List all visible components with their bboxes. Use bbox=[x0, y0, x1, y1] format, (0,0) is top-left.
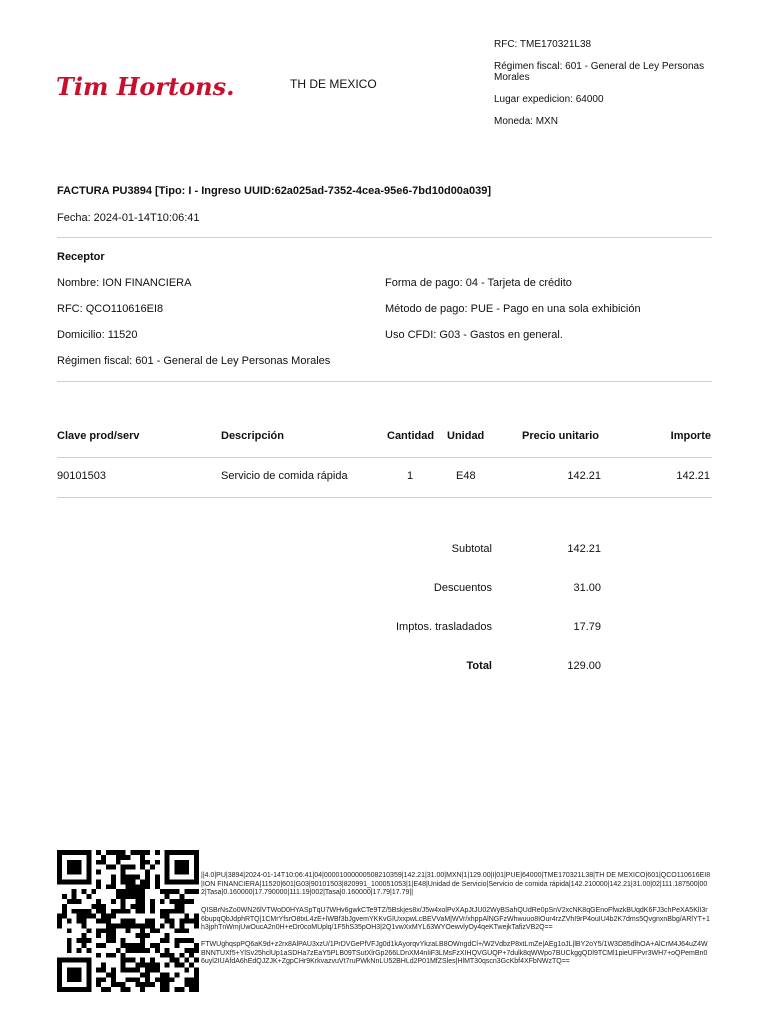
impuestos-value: 17.79 bbox=[573, 621, 601, 633]
issuer-rfc: RFC: TME170321L38 bbox=[494, 39, 592, 50]
cadena-original: ||4.0|PU|3894|2024-01-14T10:06:41|04|00001000000508210359|142.21|31.00|MXN|1|129.00|I|01|PUE|64000|TME170321L38|TH DE MEXICO|601|QCO110616EI8|ION FINANCIERA|11520|601|G03|90101503|820991_100051053|1|E48|Unidad de Servicio|Servicio de comida rápida|142.210000|142.21|31.00|02|111.187500|002|Tasa|0.160000|17.790000|111.19|002|Tasa|0.160000|17.79|17.79|| bbox=[201, 872, 711, 897]
total-label: Total bbox=[466, 660, 492, 672]
receptor-domicilio: Domicilio: 11520 bbox=[57, 329, 138, 341]
metodo-pago: Método de pago: PUE - Pago en una sola exhibición bbox=[385, 303, 641, 315]
cell-unidad: E48 bbox=[456, 470, 476, 482]
qr-code bbox=[57, 848, 199, 994]
header-descripcion: Descripción bbox=[221, 430, 284, 442]
receptor-heading: Receptor bbox=[57, 251, 105, 263]
sello-sat: FTWUghqspPQ6aK9d+z2rx8AlPAU3xzU/1PrDVGePfVFJg0d1kAyorqvYkzaLB8OWngdCl+/W2VdbzP8xtLmZe|AEg1oJL|lBY2oY5/1W3D85dlhOA+AlCrM4J64uZ4WBNNTUXf5+YlSv25hclUp1aSDHa7zEaY5PLB09TSutXlrGp266LDnXM4nIiF3LMsFzXIHQVGUQP+7dulk8qWWpo7BUCkggQDl9TCMl1pieUFPvr3WH7+oQPemBn06uyl2IUAfdA6hEdQJZJK+ZgpCHr9KrkvazvuVt7ruPWkNnLU52BHLd2P01MfZSles|HlMT30qscn3GcKbf4XFbNWzTQ== bbox=[201, 941, 708, 966]
receptor-nombre: Nombre: ION FINANCIERA bbox=[57, 277, 192, 289]
impuestos-label: Imptos. trasladados bbox=[396, 621, 492, 633]
cell-importe: 142.21 bbox=[676, 470, 710, 482]
subtotal-label: Subtotal bbox=[451, 543, 492, 555]
divider bbox=[57, 237, 712, 238]
header-cantidad: Cantidad bbox=[387, 430, 435, 442]
sello-emisor: QISBrNsZo0WN26lVTWoD0HYASpTqU7WHv6gwkCTe9TZ/5Bskjes8x/J5w4xolPvXApJtJU02WyBSahQUdRe0pSnV2xcNK8qGEnoFfwzkBUqdK6FJ3chPeXA5KlI3r6bupqQbJdphRTQ|1CMrYfsrO8txL4zE+lWBf3bJgvemYKKvGIUxxpwLcBEVVaM|WVr/xhppAlNGFzWhwuuo8IOur4rzZVhI9rP4ouIU4b2K7dms5QvgnxnBbg/ARlYT+1h3jphTnWmjUwOucA2n0H+eDr0coMUplq/1F5hS35pOH3|2Q1vwXxMYL63WYOewvlyOy4qeKTwejkTafizVB2Q== bbox=[201, 907, 710, 932]
table-divider bbox=[57, 457, 712, 458]
uso-cfdi: Uso CFDI: G03 - Gastos en general. bbox=[385, 329, 563, 341]
logo-wordmark: Tim Hortons. bbox=[56, 72, 235, 101]
cell-clave: 90101503 bbox=[57, 470, 106, 482]
cell-descripcion: Servicio de comida rápida bbox=[221, 470, 348, 482]
descuentos-value: 31.00 bbox=[573, 582, 601, 594]
table-divider bbox=[57, 497, 712, 498]
tim-hortons-logo bbox=[56, 68, 235, 104]
subtotal-value: 142.21 bbox=[567, 543, 601, 555]
divider bbox=[57, 381, 712, 382]
issuer-moneda: Moneda: MXN bbox=[494, 116, 558, 127]
total-value: 129.00 bbox=[567, 660, 601, 672]
issuer-info bbox=[494, 39, 724, 138]
header-clave: Clave prod/serv bbox=[57, 430, 140, 442]
receptor-regimen: Régimen fiscal: 601 - General de Ley Personas Morales bbox=[57, 355, 331, 367]
cell-precio: 142.21 bbox=[567, 470, 601, 482]
header-precio: Precio unitario bbox=[522, 430, 600, 442]
header-unidad: Unidad bbox=[447, 430, 485, 442]
header-importe: Importe bbox=[670, 430, 711, 442]
invoice-date: Fecha: 2024-01-14T10:06:41 bbox=[57, 212, 200, 224]
issuer-regimen: Régimen fiscal: 601 - General de Ley Personas Morales bbox=[494, 61, 705, 83]
invoice-title: FACTURA PU3894 [Tipo: I - Ingreso UUID:62a025ad-7352-4cea-95e6-7bd10d00a039] bbox=[57, 185, 492, 197]
issuer-lugar: Lugar expedicion: 64000 bbox=[494, 94, 604, 105]
descuentos-label: Descuentos bbox=[433, 582, 492, 594]
company-name: TH DE MEXICO bbox=[290, 77, 377, 91]
receptor-rfc: RFC: QCO110616EI8 bbox=[57, 303, 164, 315]
cell-cantidad: 1 bbox=[407, 470, 414, 482]
forma-pago: Forma de pago: 04 - Tarjeta de crédito bbox=[385, 277, 572, 289]
